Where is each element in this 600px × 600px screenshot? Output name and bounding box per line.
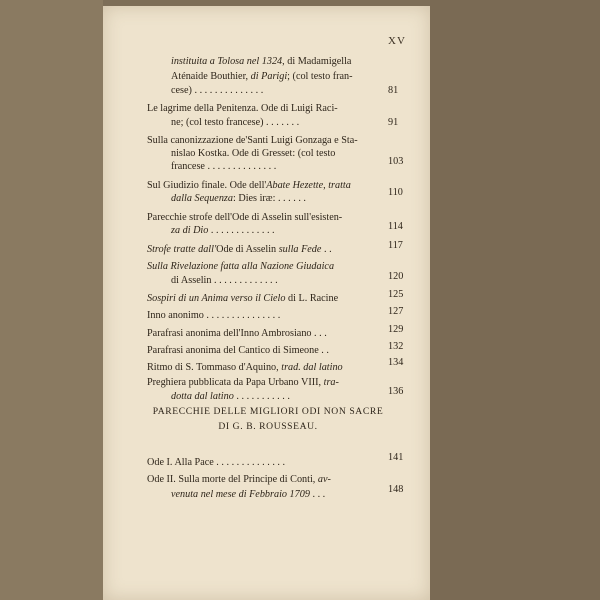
toc-entry-line: cese) . . . . . . . . . . . . . . — [171, 85, 264, 96]
toc-entry-line: instituita a Tolosa nel 1324, di Madamigella — [171, 56, 352, 67]
toc-page-number: 114 — [388, 221, 403, 232]
toc-entry-line: venuta nel mese di Febbraio 1709 . . . — [171, 489, 326, 500]
toc-page-number: 129 — [388, 324, 404, 335]
toc-entry-line: Parafrasi anonima dell'Inno Ambrosiano . . . — [147, 328, 327, 339]
toc-entry-line: Parafrasi anonima del Cantico di Simeone . . — [147, 345, 329, 356]
toc-entry-line: ne; (col testo francese) . . . . . . . — [171, 117, 300, 128]
toc-page-number: 103 — [388, 156, 404, 167]
toc-page-number: 120 — [388, 271, 404, 282]
toc-entry-line: Sulla canonizzazione de'Santi Luigi Gonzaga e Sta- — [147, 135, 358, 146]
toc-page-number: 127 — [388, 306, 404, 317]
toc-page-number: 141 — [388, 452, 404, 463]
toc-page-number: 110 — [388, 187, 403, 198]
toc-entry-line: di Asselin . . . . . . . . . . . . . — [171, 275, 278, 286]
toc-entry-line: nislao Kostka. Ode di Gresset: (col testo — [171, 148, 336, 159]
page-folio: XV — [388, 35, 406, 47]
toc-entry-line: Sulla Rivelazione fatta alla Nazione Giudaica — [147, 261, 335, 272]
toc-entry-line: Parecchie strofe dell'Ode di Asselin sull'esisten- — [147, 212, 343, 223]
toc-entry-line: Ritmo di S. Tommaso d'Aquino, trad. dal latino — [147, 362, 343, 373]
toc-entry-line: za di Dio . . . . . . . . . . . . . — [171, 225, 275, 236]
section-heading-line-2: DI G. B. ROUSSEAU. — [218, 421, 318, 432]
toc-page-number: 132 — [388, 341, 404, 352]
toc-entry-line: francese . . . . . . . . . . . . . . — [171, 161, 277, 172]
toc-entry-line: Le lagrime della Penitenza. Ode di Luigi Raci- — [147, 103, 338, 114]
toc-page-number: 117 — [388, 240, 403, 251]
toc-page-number: 134 — [388, 357, 404, 368]
toc-entry-line: Sospiri di un Anima verso il Cielo di L. Racine — [147, 293, 339, 304]
toc-entry-line: Aténaide Bouthier, di Parigi; (col testo fran- — [171, 71, 353, 82]
toc-page-number: 81 — [388, 85, 399, 96]
toc-entry-line: Ode II. Sulla morte del Principe di Conti, av- — [147, 474, 331, 485]
toc-page-number: 125 — [388, 289, 404, 300]
toc-entry-line: Sul Giudizio finale. Ode dell'Abate Hezette, tratta — [147, 180, 351, 191]
toc-entry-line: dotta dal latino . . . . . . . . . . . — [171, 391, 290, 402]
section-heading-line-1: PARECCHIE DELLE MIGLIORI ODI NON SACRE — [152, 406, 384, 417]
toc-page-number: 91 — [388, 117, 399, 128]
toc-page-number: 136 — [388, 386, 404, 397]
toc-page-number: 148 — [388, 484, 404, 495]
toc-entry-line: Ode I. Alla Pace . . . . . . . . . . . . . . — [147, 457, 286, 468]
toc-entry-line: Strofe tratte dall'Ode di Asselin sulla Fede . . — [147, 244, 332, 255]
toc-entry-line: Preghiera pubblicata da Papa Urbano VIII, tra- — [147, 377, 339, 388]
toc-entry-line: Inno anonimo . . . . . . . . . . . . . . . — [147, 310, 281, 321]
toc-entry-line: dalla Sequenza: Dies iræ: . . . . . . — [171, 193, 306, 204]
